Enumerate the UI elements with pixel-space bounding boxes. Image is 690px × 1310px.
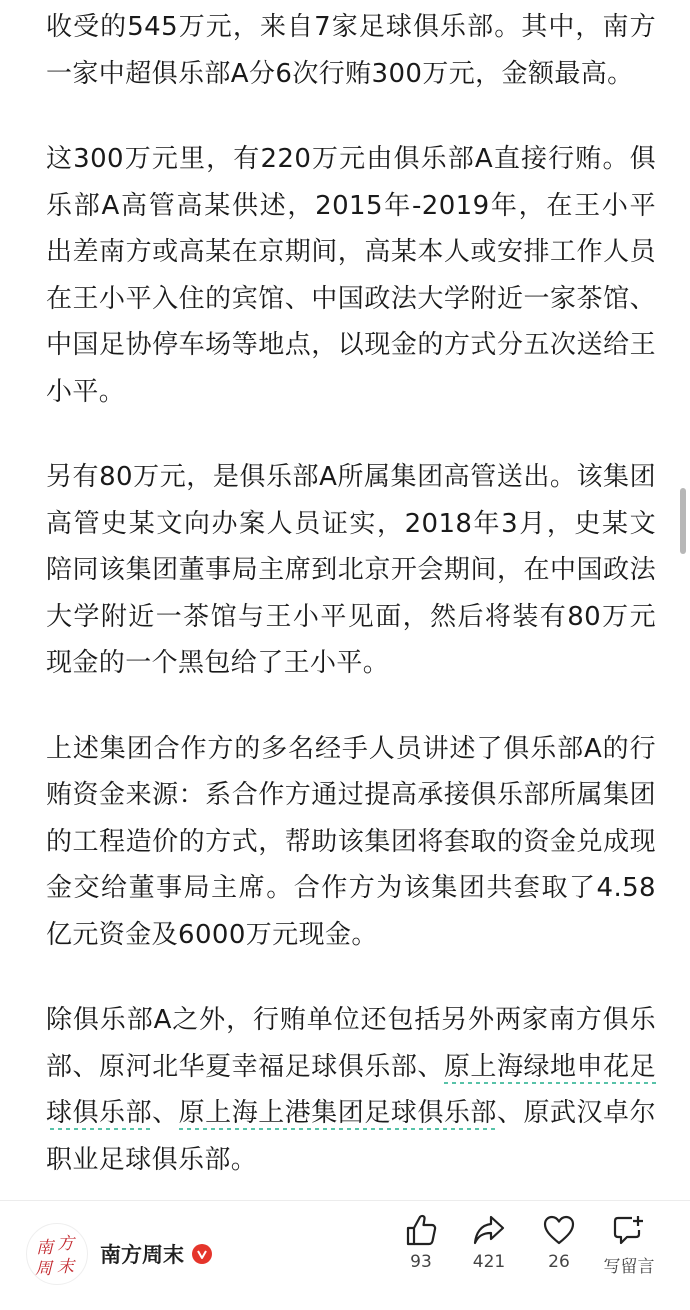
write-comment-label: 写留言 (603, 1257, 655, 1277)
scrollbar-thumb[interactable] (680, 488, 686, 554)
favorite-count: 26 (548, 1252, 570, 1272)
author-name[interactable]: 南方周末 (100, 1243, 184, 1267)
southern-weekly-logo-icon (27, 1224, 87, 1284)
article-body (46, 4, 656, 1222)
share-arrow-icon (472, 1213, 506, 1247)
paragraph-text: 另有80万元，是俱乐部A所属集团高管送出。该集团高管史某文向办案人员证实，2018年3月，史某文陪同该集团董事局主席到北京开会期间，在中国政法大学附近一茶馆与王小平见面，然后将装有80万元现金的一个黑包给了王小平。 (46, 462, 656, 678)
verified-badge-icon (192, 1244, 212, 1264)
logo-char-3: 周 (35, 1259, 52, 1279)
paragraph-text: 上述集团合作方的多名经手人员讲述了俱乐部A的行贿资金来源：系合作方通过提高承接俱乐部所属集团的工程造价的方式，帮助该集团将套取的资金兑成现金交给董事局主席。合作方为该集团共套取了4.58亿元资金及6000万元现金。 (46, 733, 656, 950)
heart-icon (542, 1213, 576, 1247)
paragraph-text: 收受的545万元，来自7家足球俱乐部。其中，南方一家中超俱乐部A分6次行贿300万元，金额最高。 (46, 12, 656, 89)
logo-char-2: 方 (57, 1234, 74, 1254)
article-paragraph-4 (46, 726, 656, 959)
article-paragraph-3 (46, 454, 656, 687)
favorite-button[interactable] (524, 1213, 594, 1272)
thumbs-up-icon (405, 1213, 437, 1247)
author-info[interactable] (26, 1223, 212, 1285)
article-paragraph-2 (46, 136, 656, 415)
club-link[interactable]: 原上海绿地申花足球俱乐部 (46, 1051, 656, 1128)
author-avatar[interactable] (26, 1223, 88, 1285)
club-link[interactable]: 原上海上港集团足球俱乐部 (178, 1098, 497, 1128)
like-button[interactable] (386, 1213, 456, 1272)
like-count: 93 (410, 1252, 432, 1272)
paragraph-text: 、原武汉卓尔职业足球俱乐部。 (46, 1098, 656, 1175)
logo-char-4: 末 (57, 1257, 74, 1277)
comment-add-icon (612, 1213, 646, 1247)
article-paragraph-1 (46, 4, 656, 97)
paragraph-text: 这300万元里，有220万元由俱乐部A直接行贿。俱乐部A高管高某供述，2015年-2019年，在王小平出差南方或高某在京期间，高某本人或安排工作人员在王小平入住的宾馆、中国政法大学附近一家茶馆、中国足协停车场等地点，以现金的方式分五次送给王小平。 (46, 144, 656, 407)
share-button[interactable] (454, 1213, 524, 1272)
paragraph-text: 除俱乐部A之外，行贿单位还包括另外两家南方俱乐部、原河北华夏幸福足球俱乐部、 (46, 1005, 656, 1082)
article-paragraph-5 (46, 997, 656, 1183)
write-comment-button[interactable] (594, 1213, 664, 1277)
logo-char-1: 南 (36, 1238, 53, 1258)
paragraph-text: 、 (152, 1098, 179, 1128)
bottom-action-bar (0, 1200, 690, 1310)
share-count: 421 (472, 1252, 506, 1272)
